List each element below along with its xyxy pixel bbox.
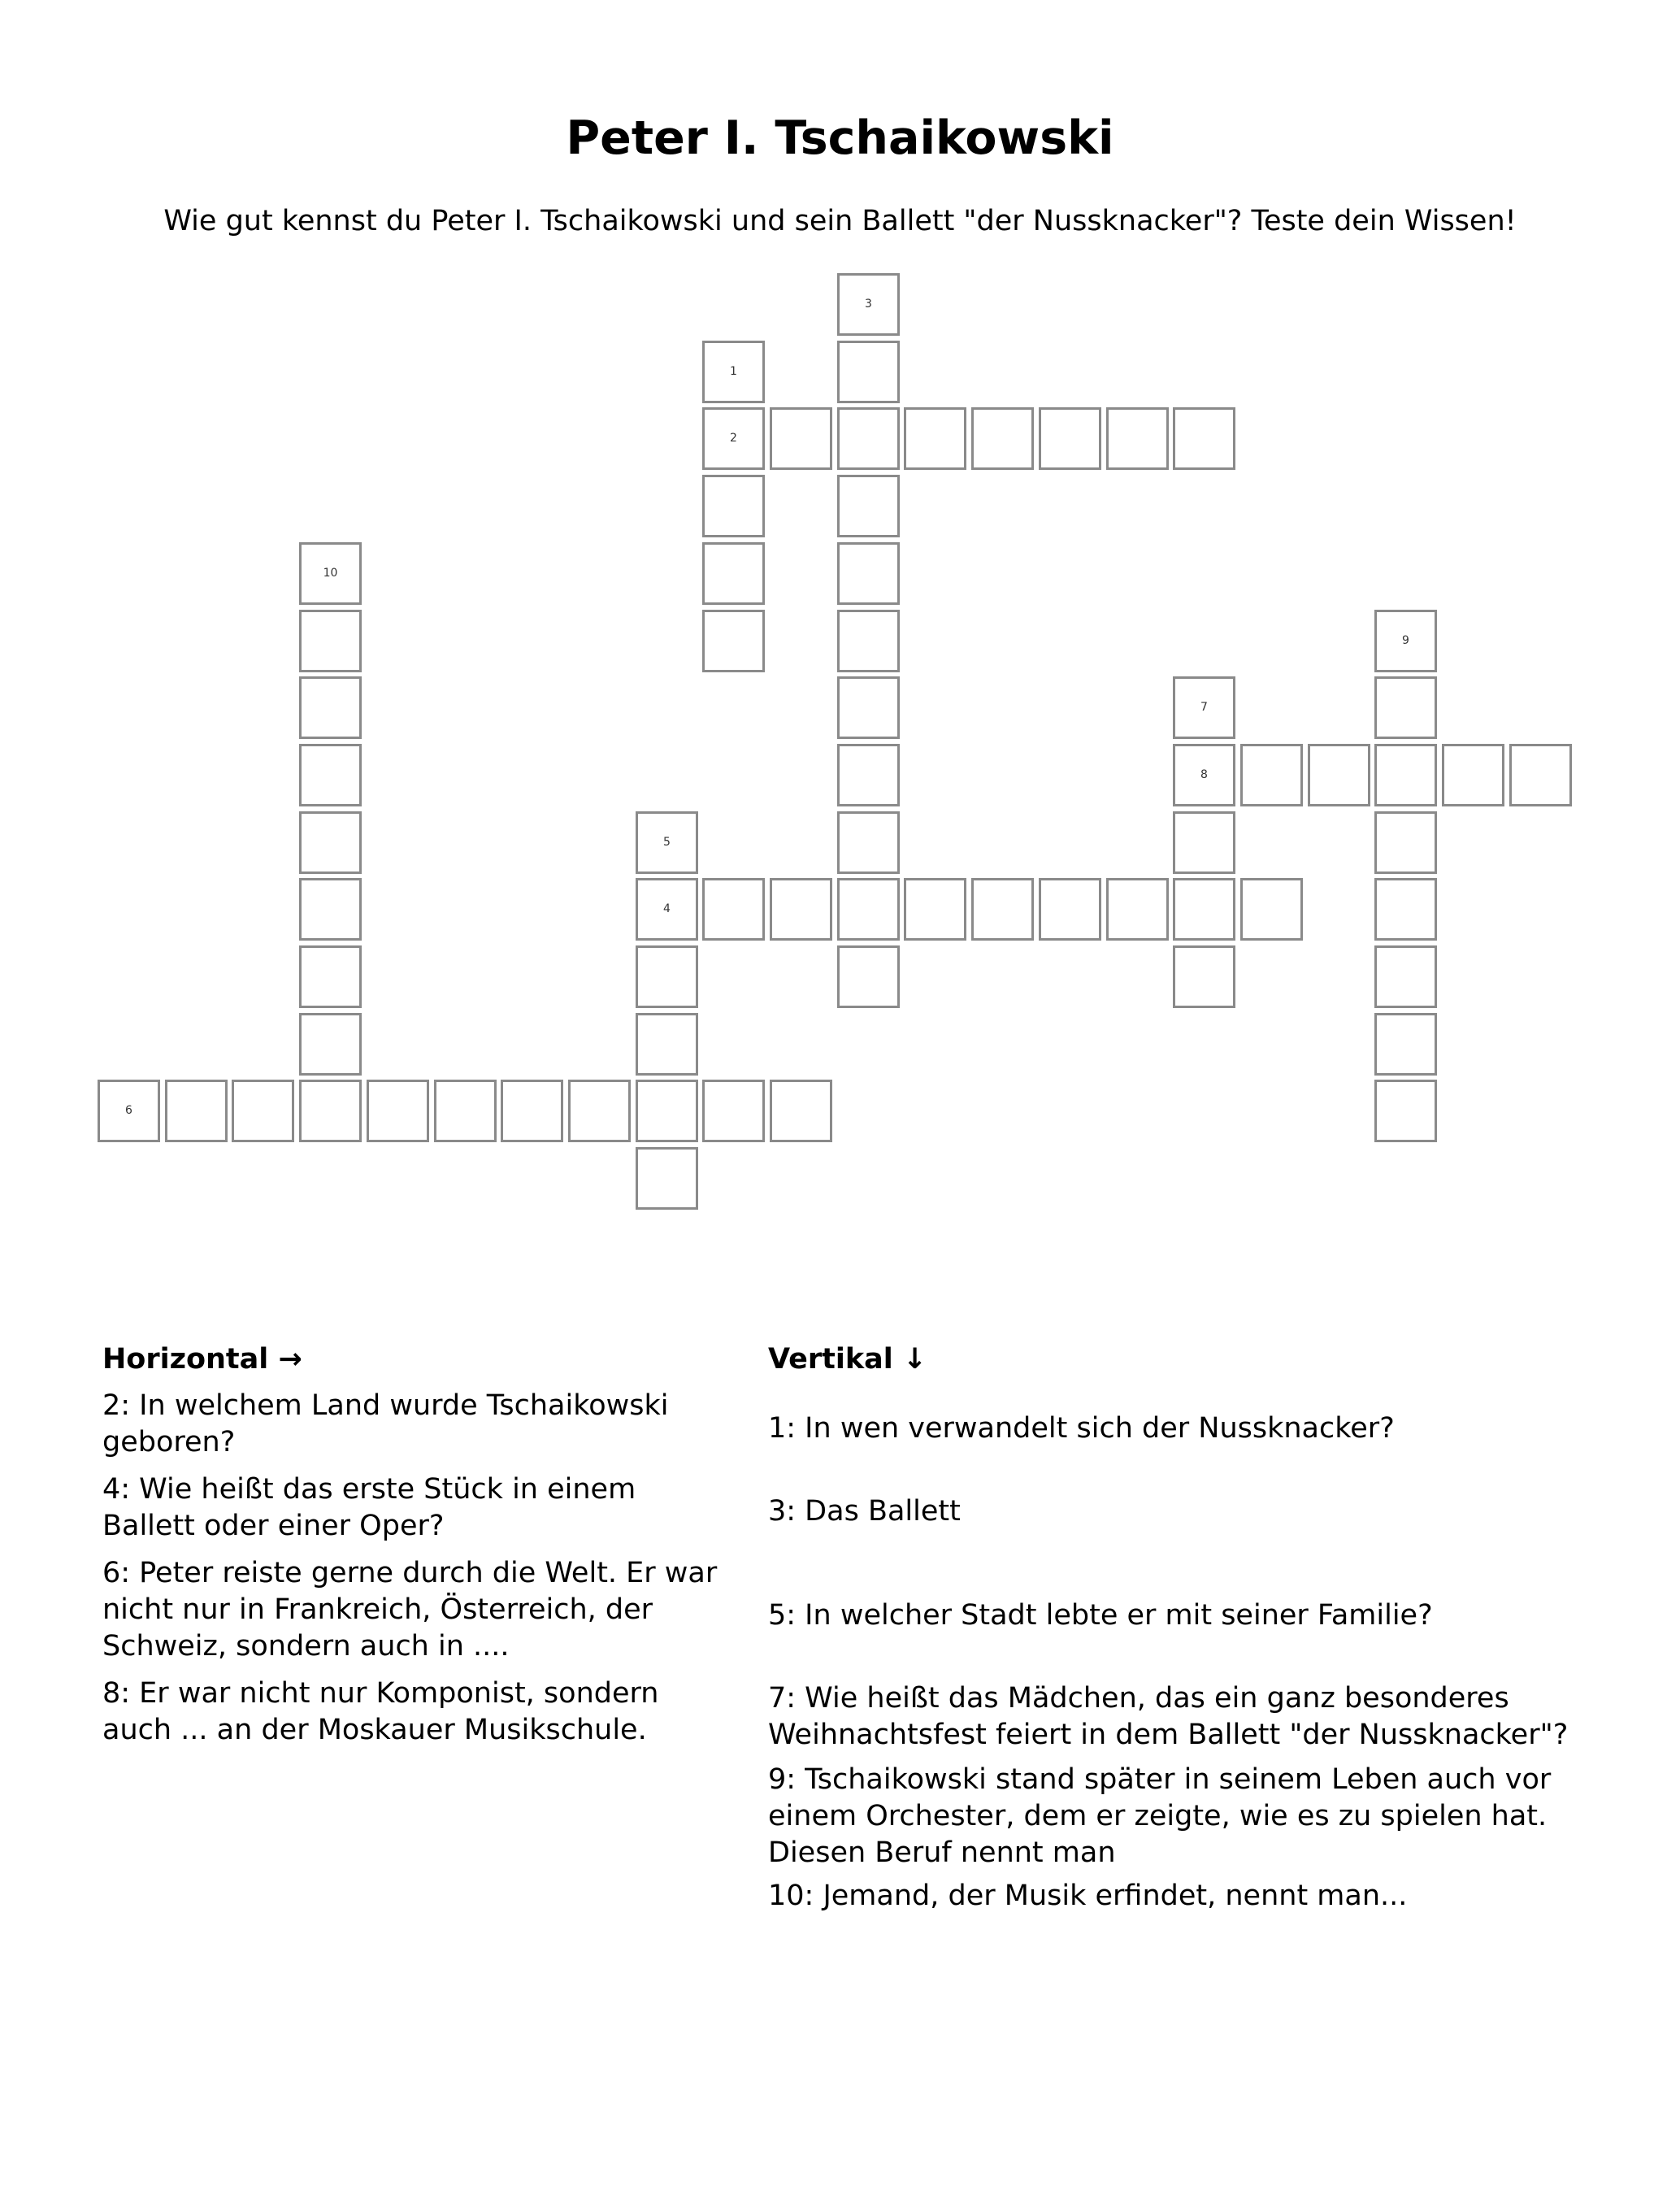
clue-number-label: 1 (730, 365, 737, 378)
crossword-cell[interactable] (1039, 878, 1101, 941)
clues-horizontal (102, 1341, 736, 1759)
crossword-cell[interactable] (837, 811, 900, 874)
crossword-cell[interactable] (837, 945, 900, 1008)
crossword-cell-10[interactable] (299, 542, 362, 605)
crossword-cell[interactable] (299, 676, 362, 739)
crossword-cell[interactable] (770, 407, 832, 470)
crossword-cell-1[interactable] (702, 341, 765, 403)
clue-horizontal-2: 2: In welchem Land wurde Tschaikowski geboren? (102, 1389, 669, 1458)
crossword-cell[interactable] (1240, 744, 1303, 806)
crossword-cell[interactable] (971, 407, 1034, 470)
crossword-cell[interactable] (1240, 878, 1303, 941)
crossword-cell[interactable] (1173, 407, 1235, 470)
clue-number-label: 5 (663, 836, 671, 849)
crossword-cell[interactable] (367, 1080, 429, 1142)
crossword-cell[interactable] (837, 878, 900, 941)
crossword-cell[interactable] (837, 542, 900, 605)
page-subtitle: Wie gut kennst du Peter I. Tschaikowski und sein Ballett "der Nussknacker"? Teste dein Wissen! (163, 205, 1517, 237)
crossword-cell[interactable] (1039, 407, 1101, 470)
crossword-cell[interactable] (702, 610, 765, 672)
clue-number-label: 2 (730, 432, 737, 445)
crossword-cell[interactable] (1173, 878, 1235, 941)
clue-vertical-3: 3: Das Ballett (768, 1495, 961, 1528)
crossword-cell[interactable] (1106, 407, 1169, 470)
clue-horizontal-8: 8: Er war nicht nur Komponist, sondern auch ... an der Moskauer Musikschule. (102, 1677, 659, 1746)
crossword-cell-4[interactable] (636, 878, 698, 941)
crossword-cell[interactable] (165, 1080, 228, 1142)
clue-number-label: 8 (1200, 768, 1208, 781)
crossword-cell-3[interactable] (837, 273, 900, 336)
crossword-cell[interactable] (1374, 676, 1437, 739)
crossword-cell[interactable] (299, 744, 362, 806)
clue-horizontal-6: 6: Peter reiste gerne durch die Welt. Er war nicht nur in Frankreich, Österreich, der Schweiz, sondern auch in .... (102, 1557, 718, 1663)
crossword-cell[interactable] (636, 1013, 698, 1076)
crossword-cell[interactable] (702, 878, 765, 941)
crossword-cell[interactable] (837, 475, 900, 537)
clue-number-label: 9 (1402, 634, 1409, 647)
crossword-cell[interactable] (636, 945, 698, 1008)
crossword-cell[interactable] (702, 542, 765, 605)
crossword-cell-6[interactable] (98, 1080, 160, 1142)
crossword-cell[interactable] (1173, 811, 1235, 874)
clue-horizontal-4: 4: Wie heißt das erste Stück in einem Ballett oder einer Oper? (102, 1473, 636, 1542)
crossword-cell[interactable] (904, 407, 966, 470)
crossword-cell[interactable] (1173, 945, 1235, 1008)
crossword-cell[interactable] (971, 878, 1034, 941)
clue-number-label: 7 (1200, 701, 1208, 714)
clues-horizontal-heading: Horizontal → (102, 1343, 302, 1376)
clue-vertical-5: 5: In welcher Stadt lebte er mit seiner Familie? (768, 1598, 1433, 1632)
crossword-cell[interactable] (837, 341, 900, 403)
crossword-cell-8[interactable] (1173, 744, 1235, 806)
crossword-cell[interactable] (837, 610, 900, 672)
crossword-cell[interactable] (1106, 878, 1169, 941)
clue-vertical-7: 7: Wie heißt das Mädchen, das ein ganz besonderes Weihnachtsfest feiert in dem Ballett "der Nussknacker"? (768, 1682, 1569, 1751)
crossword-cell[interactable] (501, 1080, 563, 1142)
clues-vertical-heading: Vertikal ↓ (768, 1343, 927, 1376)
crossword-cell[interactable] (1442, 744, 1504, 806)
crossword-cell[interactable] (1308, 744, 1370, 806)
crossword-cell[interactable] (299, 1080, 362, 1142)
crossword-cell-5[interactable] (636, 811, 698, 874)
crossword-cell[interactable] (1374, 744, 1437, 806)
crossword-cell[interactable] (299, 811, 362, 874)
crossword-cell[interactable] (1509, 744, 1572, 806)
clue-number-label: 3 (865, 298, 872, 311)
crossword-cell[interactable] (1374, 1013, 1437, 1076)
crossword-cell[interactable] (837, 407, 900, 470)
crossword-cell[interactable] (299, 945, 362, 1008)
crossword-cell[interactable] (434, 1080, 497, 1142)
crossword-cell[interactable] (702, 1080, 765, 1142)
crossword-cell-2[interactable] (702, 407, 765, 470)
crossword-cell[interactable] (837, 676, 900, 739)
crossword-cell[interactable] (904, 878, 966, 941)
crossword-cell[interactable] (1374, 1080, 1437, 1142)
crossword-cell[interactable] (299, 610, 362, 672)
crossword-cell[interactable] (636, 1080, 698, 1142)
crossword-cell[interactable] (232, 1080, 294, 1142)
crossword-cell[interactable] (299, 1013, 362, 1076)
clues-vertical (768, 1341, 1589, 1916)
crossword-cell[interactable] (1374, 811, 1437, 874)
crossword-cell[interactable] (1374, 945, 1437, 1008)
page-title: Peter I. Tschaikowski (566, 111, 1114, 165)
crossword-cell[interactable] (837, 744, 900, 806)
clue-number-label: 6 (125, 1104, 132, 1117)
clue-vertical-9: 9: Tschaikowski stand später in seinem Leben auch vor einem Orchester, dem er zeigte, wie es zu spielen hat. Diesen Beruf nennt man (768, 1763, 1552, 1869)
crossword-cell-7[interactable] (1173, 676, 1235, 739)
clue-number-label: 4 (663, 902, 671, 915)
crossword-cell[interactable] (1374, 878, 1437, 941)
crossword-cell[interactable] (568, 1080, 631, 1142)
crossword-cell-9[interactable] (1374, 610, 1437, 672)
crossword-cell[interactable] (770, 878, 832, 941)
clue-number-label: 10 (323, 567, 338, 580)
crossword-cell[interactable] (636, 1147, 698, 1210)
clue-vertical-10: 10: Jemand, der Musik erfindet, nennt man... (768, 1879, 1408, 1912)
clue-vertical-1: 1: In wen verwandelt sich der Nussknacker? (768, 1411, 1395, 1445)
crossword-cell[interactable] (299, 878, 362, 941)
crossword-cell[interactable] (702, 475, 765, 537)
crossword-cell[interactable] (770, 1080, 832, 1142)
